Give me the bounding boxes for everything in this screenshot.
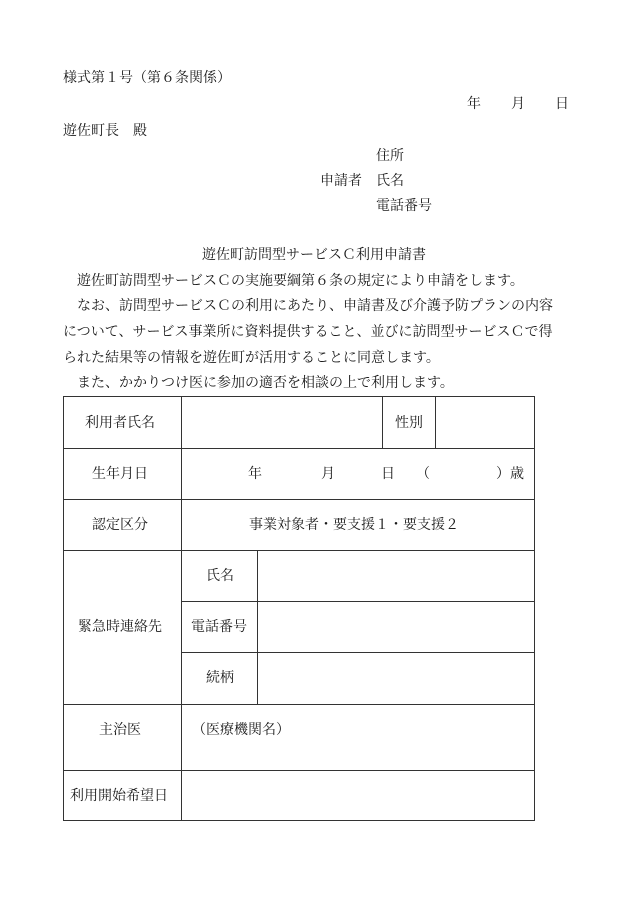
- application-table: [63, 396, 535, 821]
- certification-options: 事業対象者・要支援１・要支援２: [249, 517, 459, 533]
- row-divider: [182, 601, 534, 602]
- row-divider: [182, 652, 534, 653]
- date-month-label: 月: [511, 96, 525, 112]
- age-close-label: ）歳: [496, 466, 524, 482]
- date-day-label: 日: [555, 96, 569, 112]
- date-year-label: 年: [467, 96, 481, 112]
- birthdate-label: 生年月日: [92, 466, 148, 482]
- column-divider: [382, 397, 383, 448]
- paragraph-2-line-3: られた結果等の情報を遊佐町が活用することに同意します。: [63, 350, 440, 366]
- row-divider: [64, 499, 534, 500]
- form-number: 様式第１号（第６条関係）: [63, 70, 231, 86]
- paragraph-3: また、かかりつけ医に参加の適否を相談の上で利用します。: [77, 375, 454, 391]
- paragraph-2-line-2: について、サービス事業所に資料提供すること、並びに訪問型サービスＣで得: [63, 324, 553, 340]
- row-divider: [64, 704, 534, 705]
- row-divider: [64, 448, 534, 449]
- certification-label: 認定区分: [92, 517, 148, 533]
- emergency-relation-label: 続柄: [206, 670, 234, 686]
- birth-day-label: 日: [381, 466, 395, 482]
- column-divider: [257, 550, 258, 704]
- birth-year-label: 年: [248, 466, 262, 482]
- column-divider: [435, 397, 436, 448]
- birth-month-label: 月: [321, 466, 335, 482]
- paragraph-1: 遊佐町訪問型サービスＣの実施要綱第６条の規定により申請をします。: [77, 273, 524, 289]
- document-title: 遊佐町訪問型サービスＣ利用申請書: [202, 247, 426, 263]
- paragraph-2-line-1: なお、訪問型サービスＣの利用にあたり、申請書及び介護予防プランの内容: [77, 298, 553, 314]
- applicant-phone-label: 電話番号: [376, 198, 432, 214]
- applicant-address-label: 住所: [376, 148, 404, 164]
- row-divider: [64, 550, 534, 551]
- addressee: 遊佐町長 殿: [63, 123, 147, 139]
- emergency-name-label: 氏名: [206, 568, 234, 584]
- age-open-paren: （: [416, 466, 430, 482]
- doctor-institution-label: （医療機関名）: [192, 722, 290, 738]
- applicant-role-label: 申請者: [320, 173, 362, 189]
- start-date-label: 利用開始希望日: [70, 788, 168, 804]
- row-divider: [64, 770, 534, 771]
- applicant-name-label: 氏名: [376, 173, 404, 189]
- gender-label: 性別: [395, 415, 423, 431]
- doctor-label: 主治医: [99, 722, 141, 738]
- emergency-contact-label: 緊急時連絡先: [78, 619, 162, 635]
- emergency-phone-label: 電話番号: [191, 619, 247, 635]
- user-name-label: 利用者氏名: [85, 415, 155, 431]
- column-divider: [181, 397, 182, 820]
